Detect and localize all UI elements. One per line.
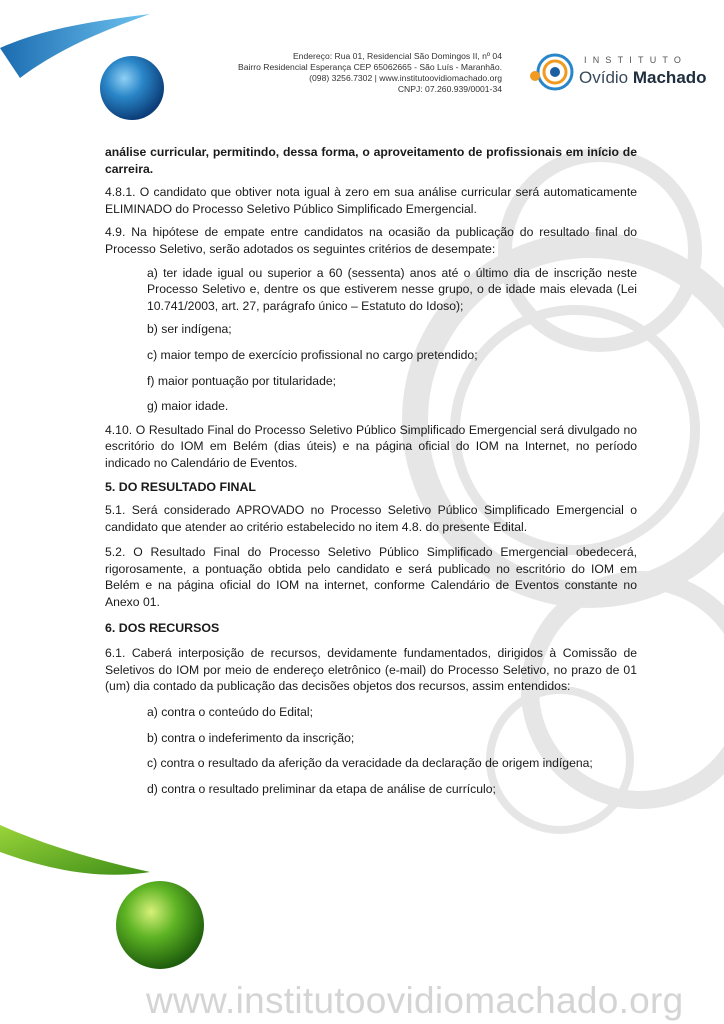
section-heading-6: 6. DOS RECURSOS xyxy=(105,620,220,635)
blue-sphere-decoration xyxy=(100,56,164,120)
paragraph-4-10: 4.10. O Resultado Final do Processo Seletivo Público Simplificado Emergencial será divulgado no escritório do IOM em Belém (dias úteis) e na página oficial do IOM na Internet, no período indicado no Calendário de Eventos. xyxy=(105,422,637,470)
green-swoosh-decoration xyxy=(0,825,150,875)
paragraph-intro: análise curricular, permitindo, dessa forma, o aproveitamento de profissionais em início de carreira. xyxy=(105,145,637,176)
logo-top-text: INSTITUTO xyxy=(584,55,688,65)
appeal-d: d) contra o resultado preliminar da etapa de análise de currículo; xyxy=(147,781,496,796)
document-body xyxy=(105,144,637,804)
appeal-b: b) contra o indeferimento da inscrição; xyxy=(147,730,355,745)
criterion-g: g) maior idade. xyxy=(147,399,229,414)
logo-name-regular: Ovídio xyxy=(579,68,633,87)
criterion-f: f) maior pontuação por titularidade; xyxy=(147,373,337,388)
header-address xyxy=(238,51,502,95)
address-line: CNPJ: 07.260.939/0001-34 xyxy=(397,84,502,94)
address-line: Endereço: Rua 01, Residencial São Domingos II, nº 04 xyxy=(292,51,502,61)
paragraph-4-9: 4.9. Na hipótese de empate entre candidatos na ocasião da publicação do resultado final do Processo Seletivo, serão adotados os seguintes critérios de desempate: xyxy=(105,225,637,256)
logo-emblem-icon xyxy=(527,50,577,96)
criterion-a: a) ter idade igual ou superior a 60 (sessenta) anos até o último dia de inscrição neste Processo Seletivo e, dentre os que estiverem nesse grupo, o de idade mais elevada (Lei 10.741/2003, art. 27, parágrafo único – Estatuto do Idoso); xyxy=(147,265,637,313)
paragraph-6-1: 6.1. Caberá interposição de recursos, devidamente fundamentados, dirigidos à Comissão de Seletivos do IOM por meio de endereço eletrônico (e-mail) do Processo Seletivo, no prazo de 01 (um) dia contado da publicação das decisões objetos dos recursos, assim entendidos: xyxy=(105,646,637,694)
address-line: (098) 3256.7302 | www.institutoovidiomachado.org xyxy=(309,73,502,83)
appeal-c: c) contra o resultado da aferição da veracidade da declaração de origem indígena; xyxy=(147,756,593,771)
institute-logo xyxy=(527,50,707,98)
logo-name-bold: Machado xyxy=(632,68,707,87)
appeal-a: a) contra o conteúdo do Edital; xyxy=(147,705,313,720)
paragraph-5-1: 5.1. Será considerado APROVADO no Processo Seletivo Público Simplificado Emergencial o candidato que atender ao critério estabelecido no item 4.8. do presente Edital. xyxy=(105,503,637,534)
criterion-b: b) ser indígena; xyxy=(147,322,232,337)
section-heading-5: 5. DO RESULTADO FINAL xyxy=(105,479,256,494)
address-line: Bairro Residencial Esperança CEP 65062665 - São Luís - Maranhão. xyxy=(237,62,502,72)
paragraph-5-2: 5.2. O Resultado Final do Processo Seletivo Público Simplificado Emergencial obedecerá, rigorosamente, a pontuação obtida pelo candidato e será publicado no escritório do IOM em Belém e na página oficial do IOM na internet, conforme Calendário de Eventos constante no Anexo 01. xyxy=(105,545,637,610)
logo-name xyxy=(579,68,707,88)
green-sphere-decoration xyxy=(116,881,204,969)
footer-website-url: www.institutoovidiomachado.org xyxy=(146,980,684,1021)
criterion-c: c) maior tempo de exercício profissional no cargo pretendido; xyxy=(147,347,478,362)
paragraph-4-8-1: 4.8.1. O candidato que obtiver nota igual à zero em sua análise curricular será automaticamente ELIMINADO do Processo Seletivo Público Simplificado Emergencial. xyxy=(105,185,637,216)
